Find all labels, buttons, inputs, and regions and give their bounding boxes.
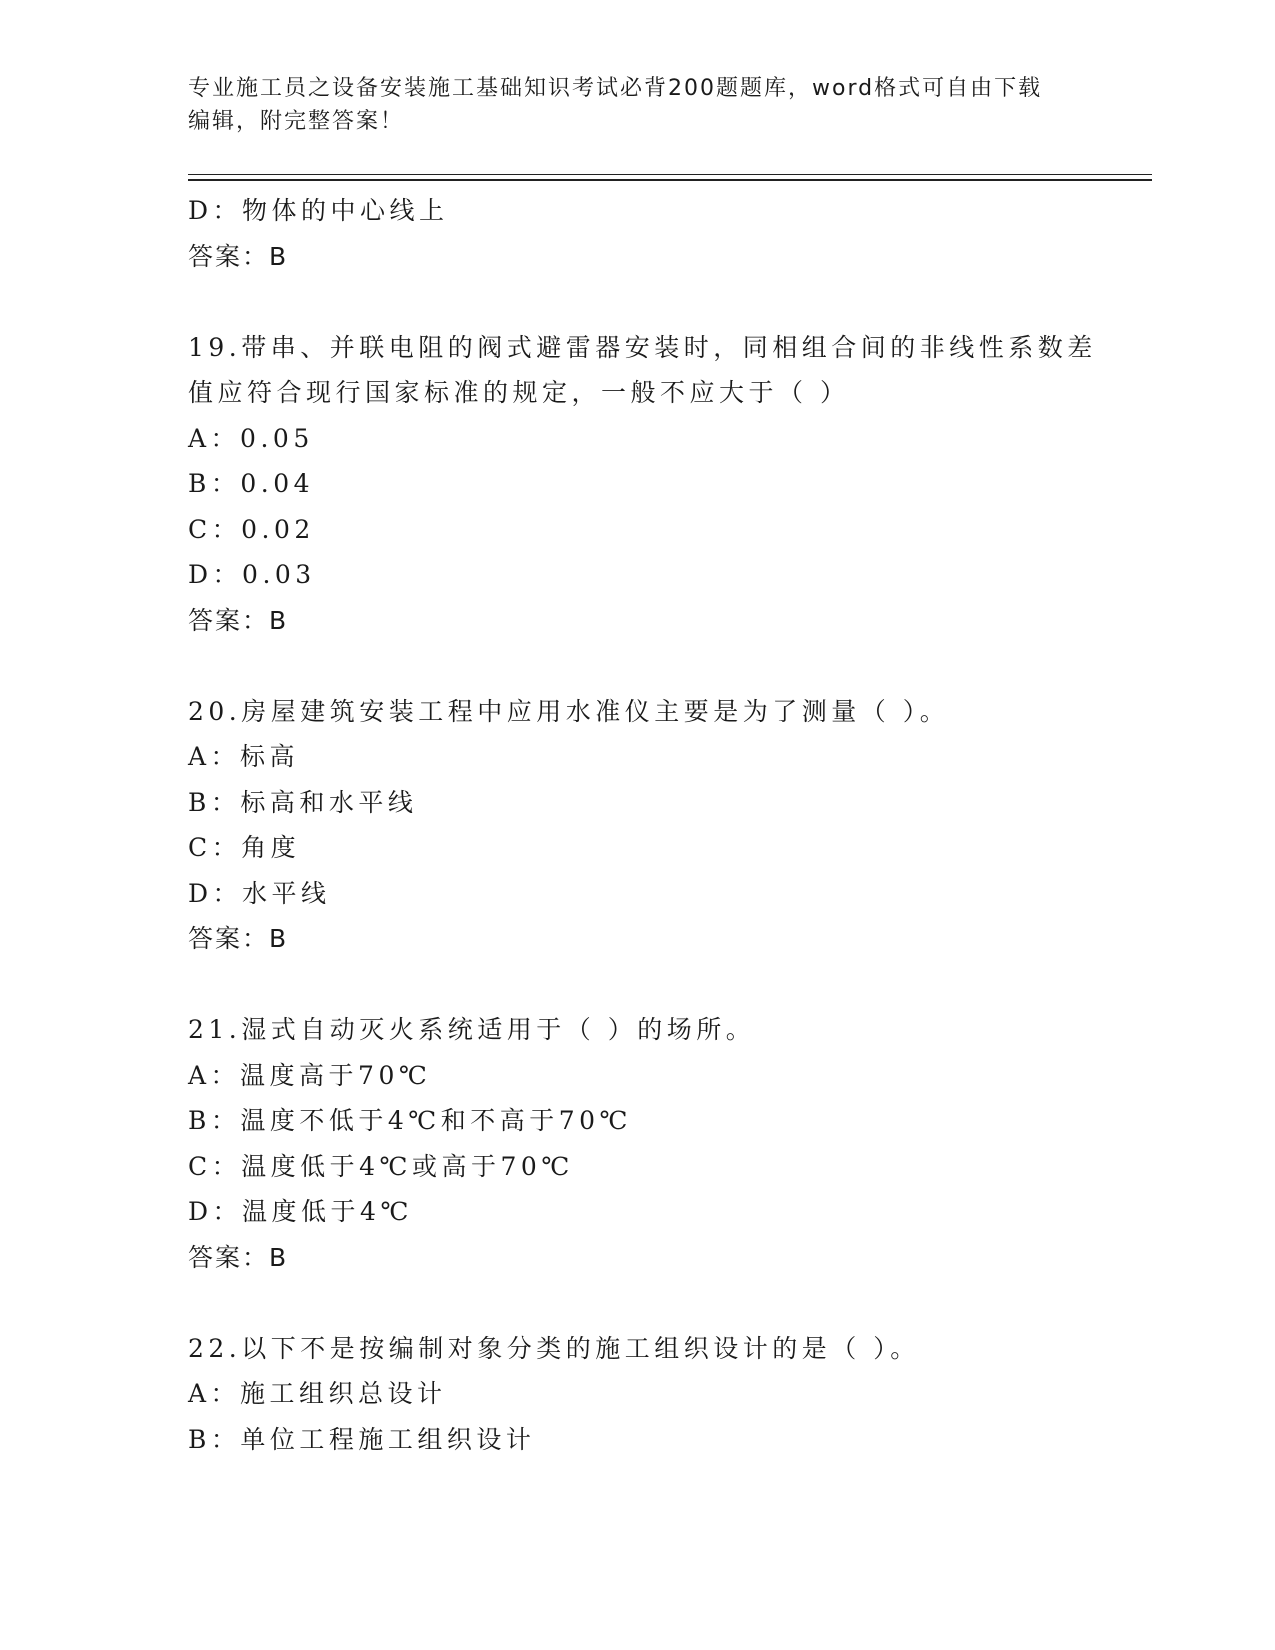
question-19-text-line-1: 19.带串、并联电阻的阀式避雷器安装时，同相组合间的非线性系数差 — [188, 332, 1097, 362]
question-20-answer: 答案：B — [188, 924, 289, 953]
document-header — [188, 72, 1088, 138]
spacer — [188, 1280, 1088, 1326]
prev-option-d: D：物体的中心线上 — [188, 196, 449, 225]
question-content — [188, 188, 1097, 1462]
question-21-text: 21.湿式自动灭火系统适用于（ ）的场所。 — [188, 1015, 756, 1044]
question-20-option-b: B：标高和水平线 — [188, 787, 418, 817]
question-20-option-c: C：角度 — [188, 833, 301, 862]
header-divider-thin — [188, 174, 1152, 175]
header-title-line-2: 编辑，附完整答案！ — [188, 109, 405, 134]
question-19-text-line-2: 值应符合现行国家标准的规定，一般不应大于（ ） — [188, 378, 850, 407]
question-20-option-a: A：标高 — [188, 742, 300, 771]
question-21 — [188, 1007, 1088, 1280]
question-20-text: 20.房屋建筑安装工程中应用水准仪主要是为了测量（ ）。 — [188, 696, 950, 726]
question-19-option-a: A：0.05 — [188, 423, 314, 453]
question-21-option-a: A：温度高于70℃ — [188, 1060, 432, 1090]
spacer — [188, 962, 1088, 1008]
spacer — [188, 643, 1088, 689]
prev-answer: 答案：B — [188, 241, 289, 271]
question-19-option-b: B：0.04 — [188, 469, 315, 498]
question-22 — [188, 1326, 1088, 1463]
question-19-answer: 答案：B — [188, 605, 289, 635]
question-19-option-c: C：0.02 — [188, 514, 315, 544]
question-21-answer: 答案：B — [188, 1242, 289, 1272]
question-21-option-b: B：温度不低于4℃和不高于70℃ — [188, 1106, 633, 1135]
question-22-option-b: B：单位工程施工组织设计 — [188, 1424, 536, 1454]
question-20-option-d: D：水平线 — [188, 878, 331, 908]
question-21-option-c: C：温度低于4℃或高于70℃ — [188, 1151, 574, 1181]
question-22-option-a: A：施工组织总设计 — [188, 1379, 447, 1408]
header-divider-thick — [188, 179, 1152, 181]
spacer — [188, 279, 1088, 325]
question-21-option-d: D：温度低于4℃ — [188, 1197, 413, 1226]
question-20 — [188, 689, 1088, 962]
header-title-line-1: 专业施工员之设备安装施工基础知识考试必背200题题库，word格式可自由下载 — [188, 76, 1043, 101]
question-19 — [188, 325, 1097, 644]
question-19-option-d: D：0.03 — [188, 560, 316, 589]
question-22-text: 22.以下不是按编制对象分类的施工组织设计的是（ ）。 — [188, 1333, 920, 1363]
